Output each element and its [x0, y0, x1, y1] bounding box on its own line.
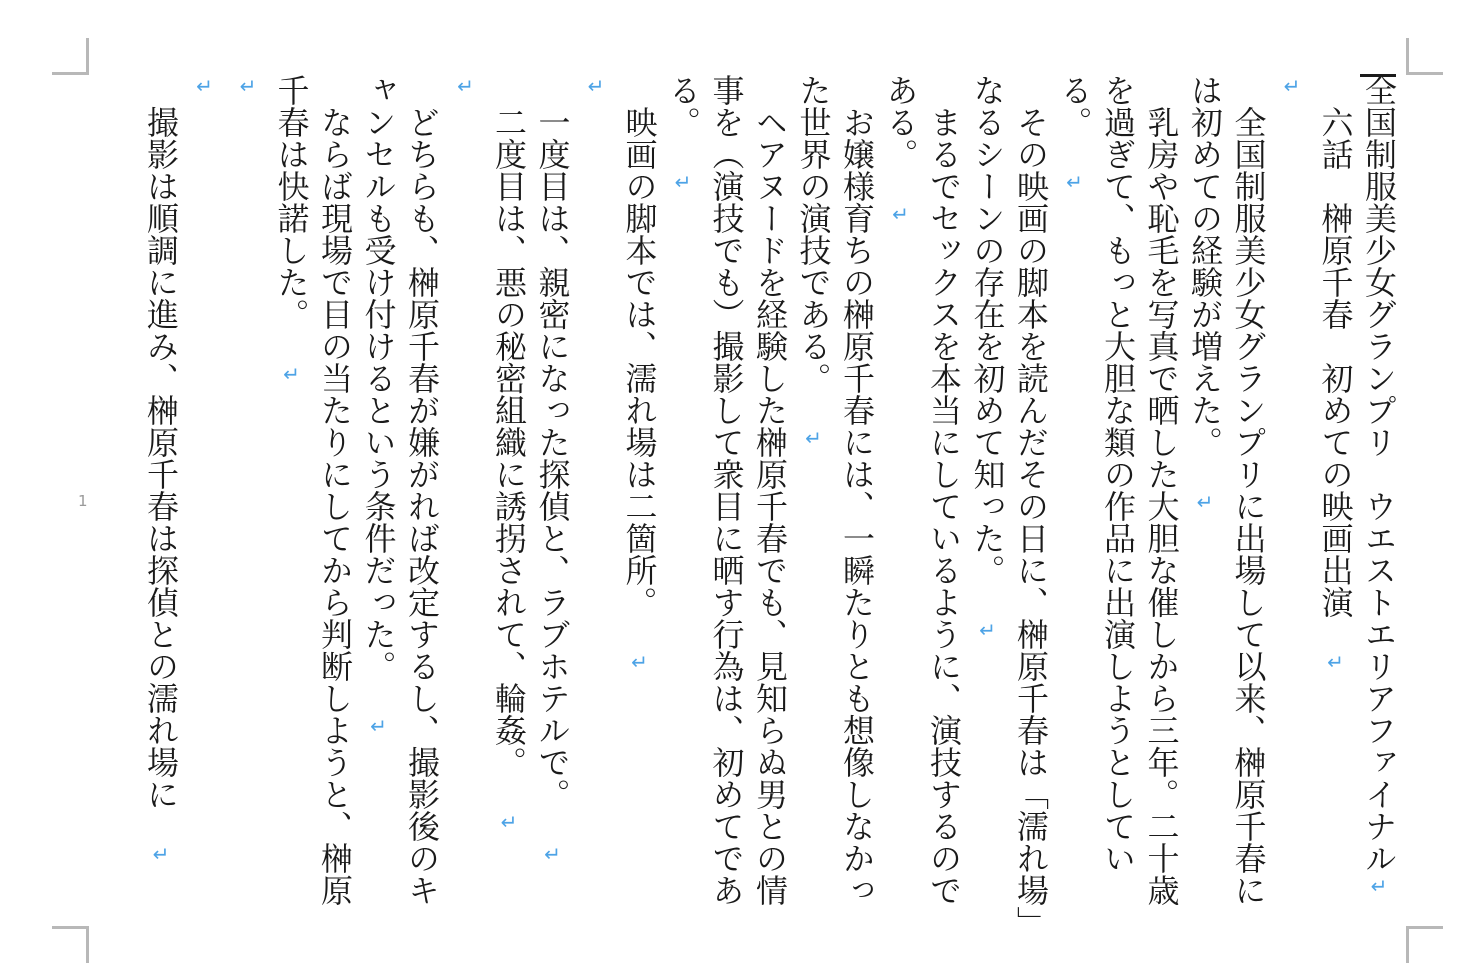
crop-mark-top-right: [1406, 38, 1443, 75]
paragraph: [487, 74, 531, 924]
paragraph-text: 一度目は、親密になった探偵と、ラブホテルで。: [533, 106, 572, 810]
paragraph: [1357, 74, 1401, 924]
paragraph: [617, 74, 661, 924]
paragraph-return-icon: ↵: [1193, 490, 1217, 514]
paragraph-text: まるでセックスを本当にしているように、演技するのである。: [881, 74, 963, 906]
paragraph-return-icon: ↵: [584, 74, 608, 98]
paragraph: [965, 74, 1052, 924]
paragraph-return-icon: ↵: [192, 74, 217, 98]
paragraph-text: ならば現場で目の当たりにしてから判断しようと、榊原千春は快諾した。: [272, 74, 354, 906]
document-body[interactable]: [70, 74, 1400, 924]
paragraph-return-icon: ↵: [497, 810, 521, 834]
paragraph-return-icon: ↵: [453, 74, 478, 98]
paragraph-return-icon: ↵: [801, 426, 826, 450]
paragraph-text: どちらも、榊原千春が嫌がれば改定するし、撮影後のキャンセルも受け付けるという条件だった。: [359, 74, 441, 906]
paragraph-return-icon: ↵: [975, 618, 1000, 642]
paragraph-return-icon: ↵: [671, 170, 695, 194]
paragraph-return-icon: ↵: [149, 842, 173, 866]
paragraph-text: 映画の脚本では、濡れ場は二箇所。: [620, 106, 659, 618]
paragraph: [182, 74, 226, 924]
paragraph-return-icon: ↵: [279, 362, 304, 386]
paragraph: [574, 74, 618, 924]
paragraph: [269, 74, 356, 924]
paragraph: [1313, 74, 1357, 924]
paragraph-return-icon: ↵: [1062, 170, 1087, 194]
paragraph: [1183, 74, 1270, 924]
paragraph-return-icon: ↵: [888, 202, 913, 226]
paragraph: [661, 74, 792, 924]
paragraph: [791, 74, 878, 924]
paragraph-text: 六話 榊原千春 初めての映画出演: [1316, 106, 1355, 618]
crop-mark-bottom-left: [52, 926, 89, 963]
paragraph-text: 二度目は、悪の秘密組織に誘拐されて、輪姦。: [490, 106, 528, 778]
paragraph: [878, 74, 965, 924]
paragraph-return-icon: ↵: [1323, 650, 1348, 674]
paragraph-text: 全国制服美少女グランプリ ウエストエリアファイナル: [1360, 74, 1398, 874]
paragraph-text: 撮影は順調に進み、榊原千春は探偵との濡れ場に: [142, 106, 180, 810]
crop-mark-bottom-right: [1406, 926, 1443, 963]
paragraph-text: 全国制服美少女グランプリに出場して以来、榊原千春には初めての経験が増えた。: [1186, 74, 1268, 906]
crop-mark-top-left: [52, 38, 89, 75]
paragraph: [1052, 74, 1183, 924]
paragraph-text: 乳房や恥毛を写真で晒した大胆な催しから三年。二十歳を過ぎて、もっと大胆な類の作品に出演しようとしている。: [1055, 74, 1181, 906]
page-number: 1: [78, 492, 88, 510]
paragraph: [443, 74, 487, 924]
paragraph-return-icon: ↵: [1367, 874, 1391, 898]
paragraph-return-icon: ↵: [627, 650, 652, 674]
paragraph: [1270, 74, 1314, 924]
paragraph-return-icon: ↵: [1280, 74, 1304, 98]
paragraph: [226, 74, 270, 924]
paragraph: [530, 74, 574, 924]
paragraph-text: ヘアヌードを経験した榊原千春でも、見知らぬ男との情事を（演技でも）撮影して衆目に晒す行為は、初めてである。: [664, 74, 789, 906]
paragraph-text: その映画の脚本を読んだその日に、榊原千春は「濡れ場」なるシーンの存在を初めて知った。: [968, 74, 1050, 922]
paragraph: [139, 74, 183, 924]
paragraph: [356, 74, 443, 924]
paragraph-text: お嬢様育ちの榊原千春には、一瞬たりとも想像しなかった世界の演技である。: [794, 74, 876, 906]
paragraph-return-icon: ↵: [540, 842, 565, 866]
paragraph-return-icon: ↵: [366, 714, 391, 738]
paragraph-return-icon: ↵: [236, 74, 260, 98]
